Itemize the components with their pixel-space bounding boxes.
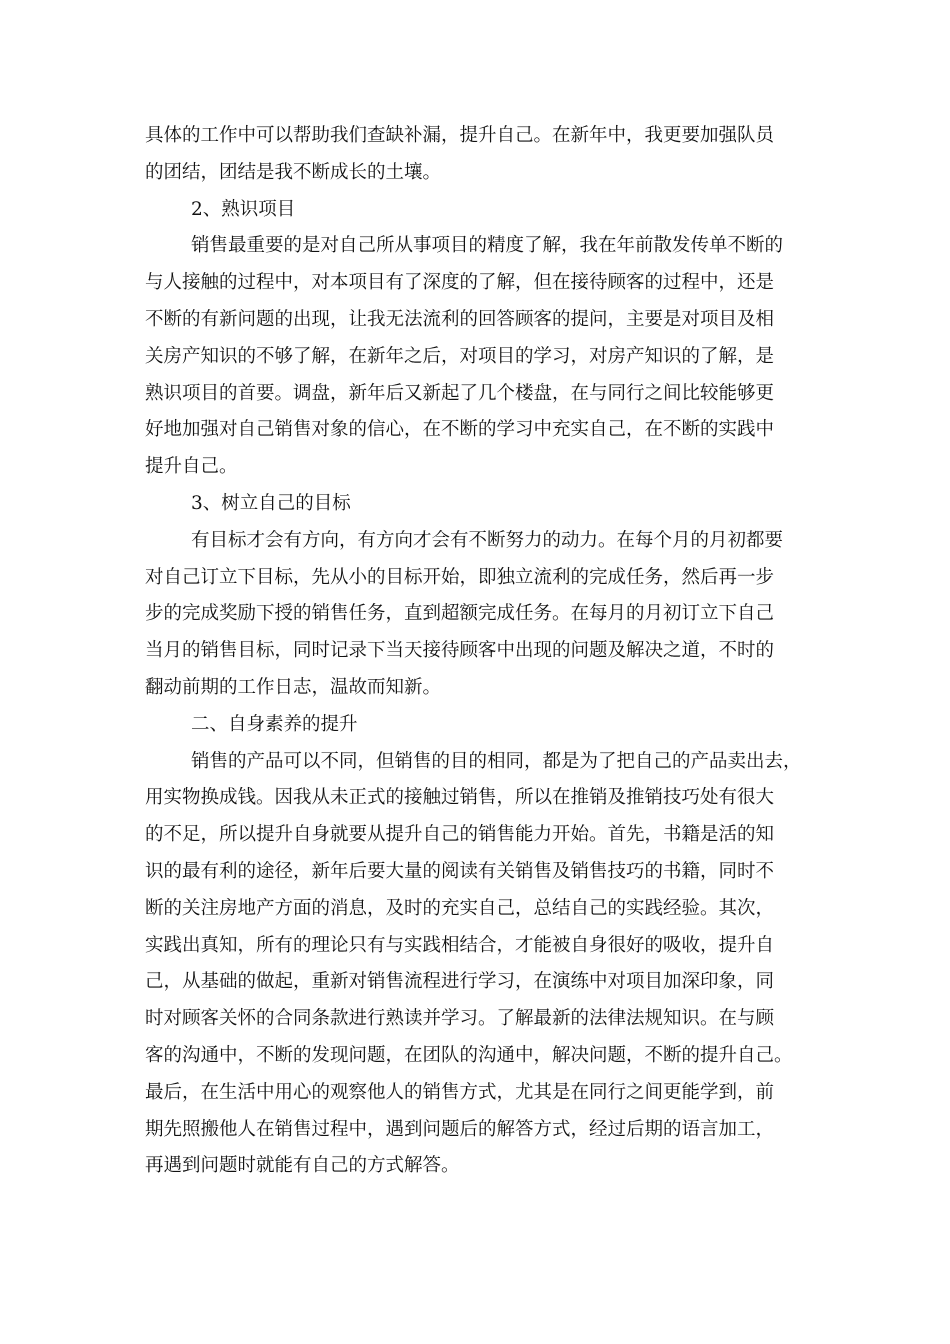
text-line: 期先照搬他人在销售过程中，遇到问题后的解答方式，经过后期的语言加工，: [145, 1118, 775, 1140]
text-line: 3、树立自己的目标: [191, 492, 351, 514]
text-line: 翻动前期的工作日志，温故而知新。: [145, 676, 442, 698]
text-line: 具体的工作中可以帮助我们查缺补漏，提升自己。在新年中，我更要加强队员: [145, 125, 775, 146]
text-line: 断的关注房地产方面的消息，及时的充实自己，总结自己的实践经验。其次，: [145, 897, 775, 919]
text-line: 的不足，所以提升自身就要从提升自己的销售能力开始。首先，书籍是活的知: [145, 824, 775, 846]
text-line: 不断的有新问题的出现，让我无法流利的回答顾客的提问，主要是对项目及相: [145, 308, 775, 330]
text-line: 己，从基础的做起，重新对销售流程进行学习，在演练中对项目加深印象，同: [145, 971, 775, 993]
text-line: 步的完成奖励下授的销售任务，直到超额完成任务。在每月的月初订立下自己: [145, 603, 775, 625]
text-line: 客的沟通中，不断的发现问题，在团队的沟通中，解决问题，不断的提升自己。: [145, 1044, 793, 1066]
text-line: 关房产知识的不够了解，在新年之后，对项目的学习，对房产知识的了解，是: [145, 345, 775, 367]
text-line: 最后，在生活中用心的观察他人的销售方式，尤其是在同行之间更能学到，前: [145, 1081, 775, 1103]
text-line: 2、熟识项目: [191, 198, 296, 220]
text-line: 熟识项目的首要。调盘，新年后又新起了几个楼盘，在与同行之间比较能够更: [145, 382, 775, 404]
text-line: 二、自身素养的提升: [191, 713, 358, 735]
text-line: 好地加强对自己销售对象的信心，在不断的学习中充实自己，在不断的实践中: [145, 419, 775, 441]
text-line: 对自己订立下目标，先从小的目标开始，即独立流利的完成任务，然后再一步: [145, 566, 775, 588]
text-line: 销售最重要的是对自己所从事项目的精度了解，我在年前散发传单不断的: [191, 235, 784, 257]
text-line: 提升自己。: [145, 456, 238, 478]
text-line: 时对顾客关怀的合同条款进行熟读并学习。了解最新的法律法规知识。在与顾: [145, 1008, 775, 1030]
text-line: 有目标才会有方向，有方向才会有不断努力的动力。在每个月的月初都要: [191, 529, 784, 551]
text-line: 的团结，团结是我不断成长的土壤。: [145, 161, 442, 183]
document-body: [145, 118, 810, 1185]
text-line: 与人接触的过程中，对本项目有了深度的了解，但在接待顾客的过程中，还是: [145, 272, 775, 294]
text-line: 识的最有利的途径，新年后要大量的阅读有关销售及销售技巧的书籍，同时不: [145, 860, 775, 882]
text-line: 当月的销售目标，同时记录下当天接待顾客中出现的问题及解决之道，不时的: [145, 640, 775, 662]
text-line: 用实物换成钱。因我从未正式的接触过销售，所以在推销及推销技巧处有很大: [145, 787, 775, 809]
text-line: 实践出真知，所有的理论只有与实践相结合，才能被自身很好的吸收，提升自: [145, 934, 775, 956]
text-line: 销售的产品可以不同，但销售的目的相同，都是为了把自己的产品卖出去，: [191, 750, 802, 772]
text-line: 再遇到问题时就能有自己的方式解答。: [145, 1155, 460, 1177]
